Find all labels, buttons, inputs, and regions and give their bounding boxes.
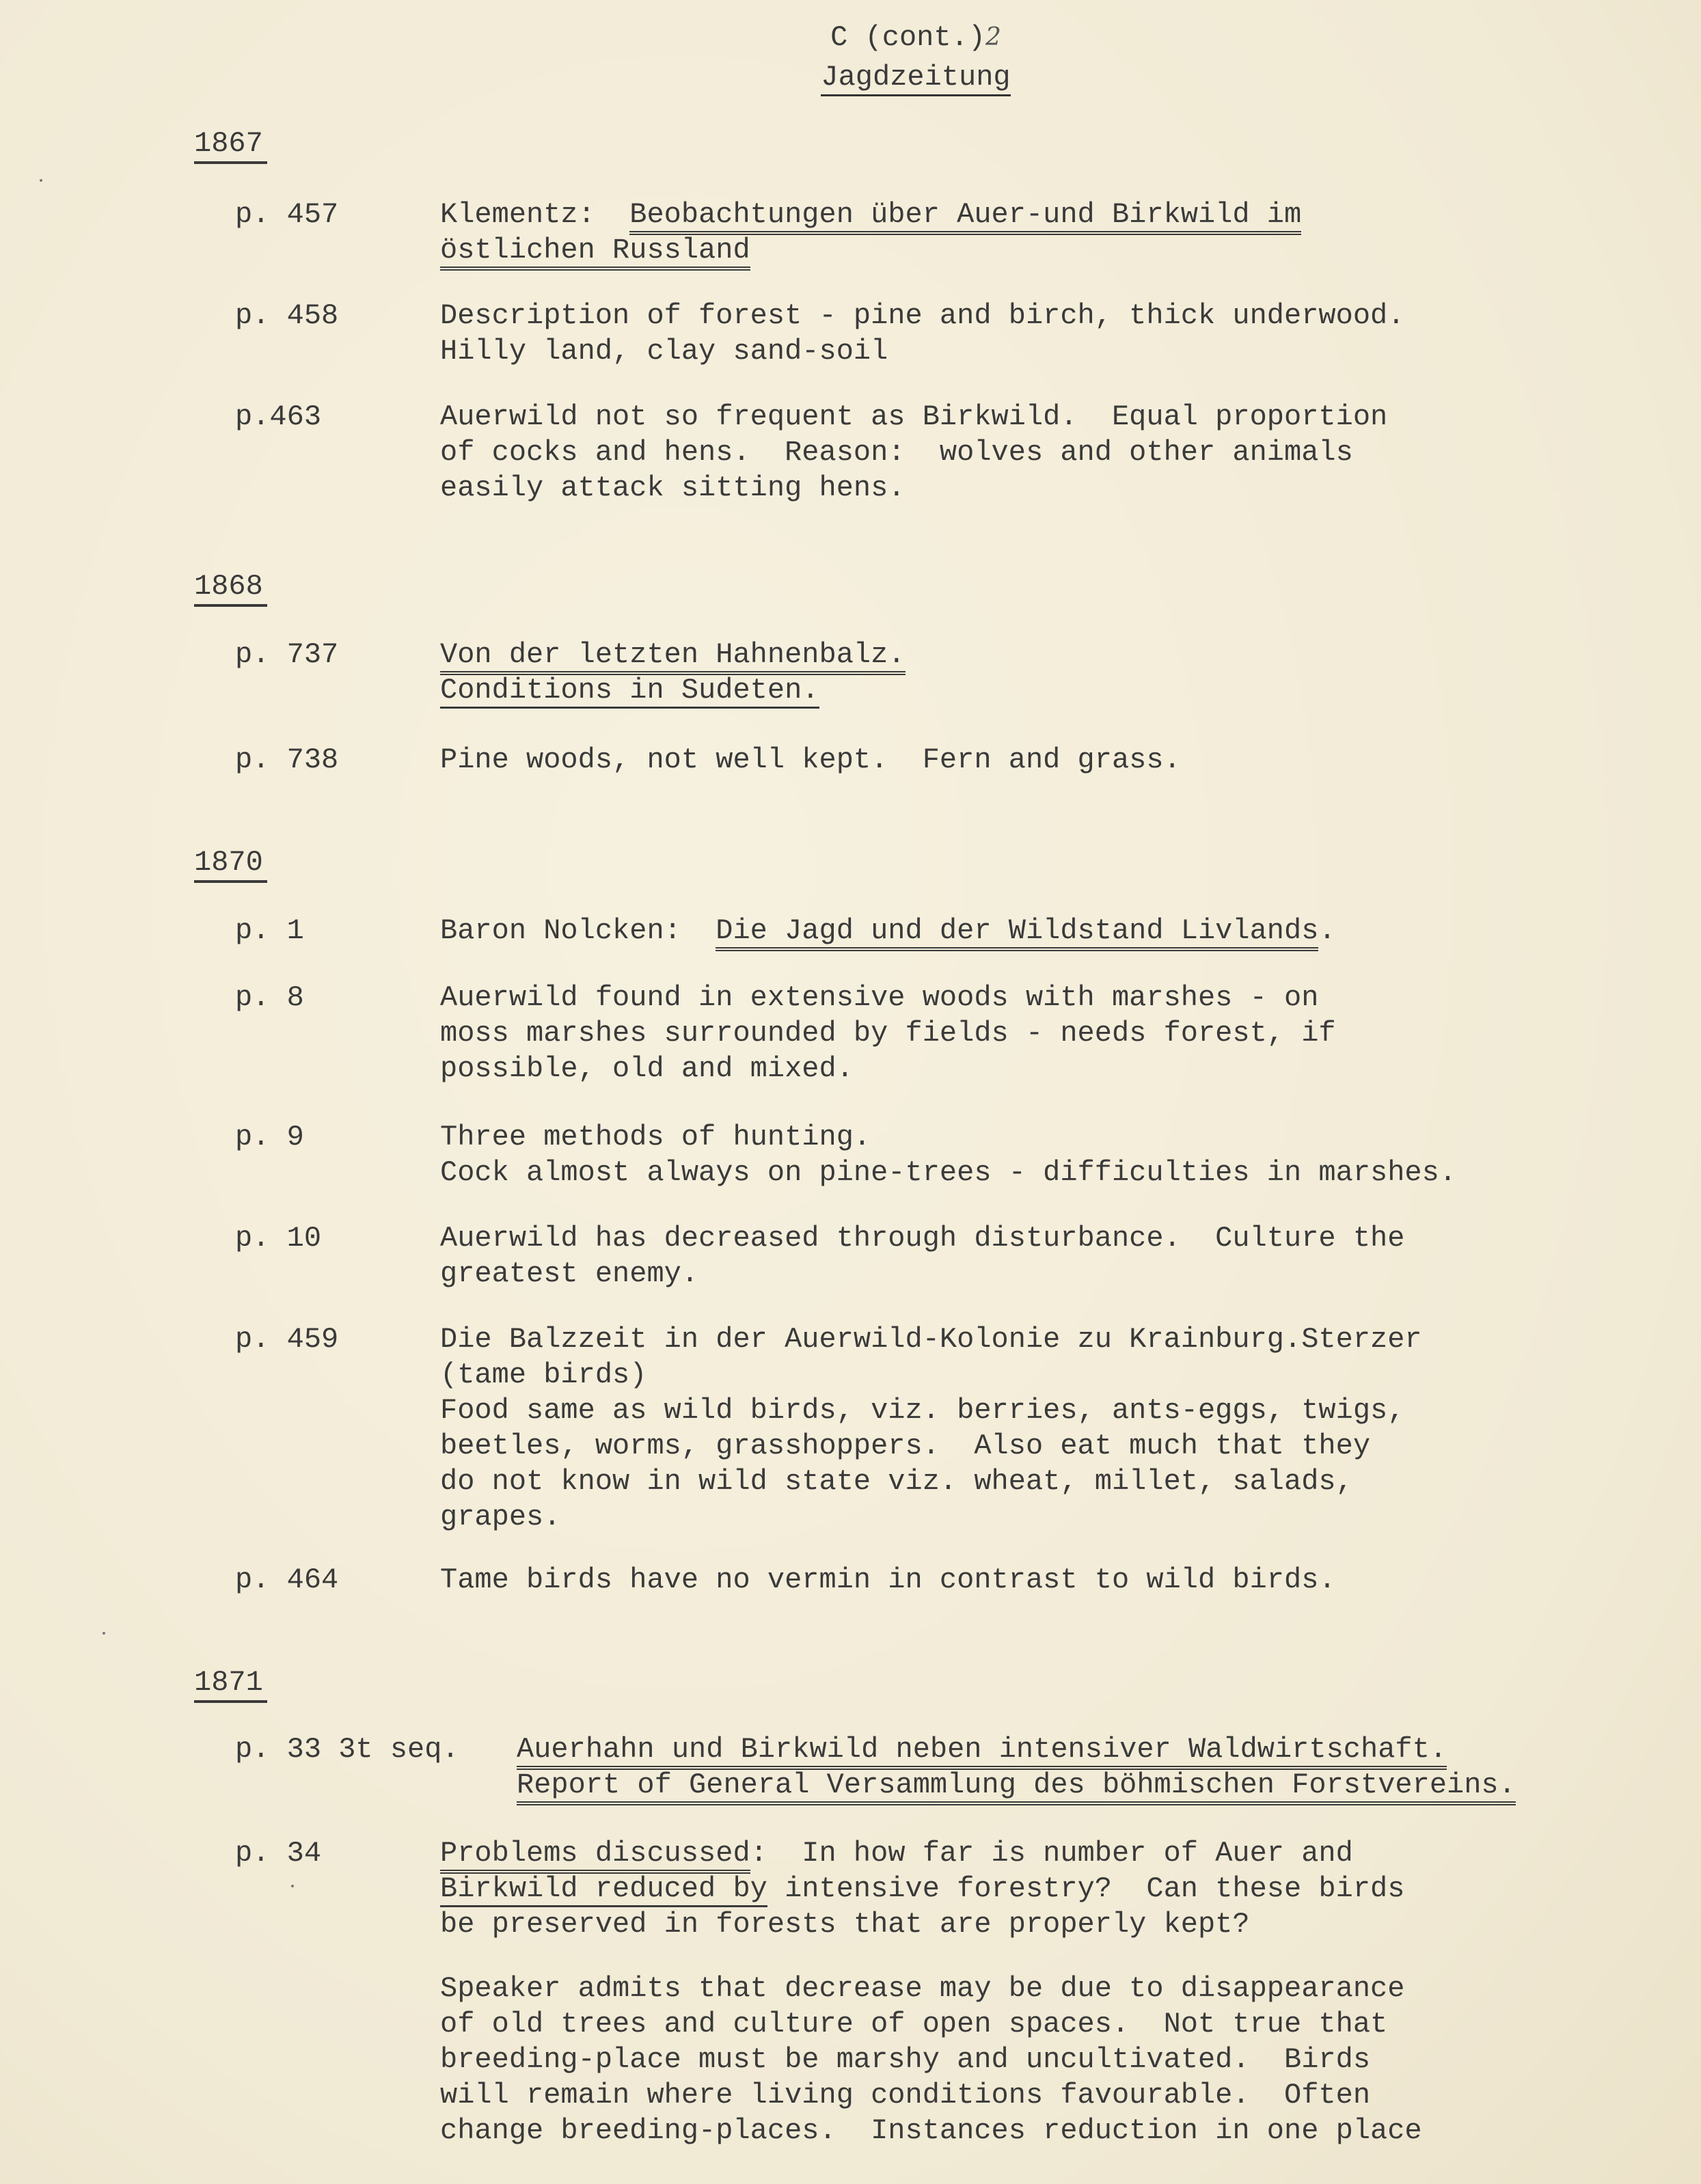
entry-text: Auerwild has decreased through disturbance. Culture the greatest enemy. (440, 1222, 1405, 1290)
author: Klementz: (440, 198, 630, 231)
entry-text: Baron Nolcken: Die Jagd und der Wildstand Livlands. (440, 913, 1684, 948)
article-title: Beobachtungen über Auer-und Birkwild im (629, 198, 1301, 235)
page-ref: p. 457 (235, 198, 339, 231)
author: Baron Nolcken: (440, 914, 716, 947)
header-title: Jagdzeitung (821, 60, 1010, 96)
entry-text: Three methods of hunting. Cock almost always on pine-trees - difficulties in marshes. (440, 1121, 1457, 1189)
page-ref: p. 9 (235, 1121, 304, 1154)
page-ref: p.463 (235, 400, 322, 433)
entry-text (440, 637, 1684, 708)
article-subtitle: Conditions in Sudeten. (440, 674, 819, 709)
article-subtitle: Report of General Versammlung des böhmischen Forstvereins. (517, 1769, 1516, 1805)
entry-text: Auerwild found in extensive woods with marshes - on moss marshes surrounded by fields - needs forest, if possible, old and mixed. (440, 981, 1336, 1085)
entry-text: Auerwild not so frequent as Birkwild. Equal proportion of cocks and hens. Reason: wolves and other animals easily attack sitting hens. (440, 400, 1388, 504)
year-heading-1868: 1868 (194, 569, 267, 607)
header-section-label: C (cont.) (830, 21, 985, 54)
page-ref: p. 10 (235, 1222, 322, 1255)
page-ref: p. 738 (235, 743, 339, 776)
paper-speck (103, 1632, 105, 1635)
page-ref: p. 8 (235, 981, 304, 1014)
page-ref: p. 459 (235, 1323, 339, 1356)
page-ref: p. 1 (235, 914, 304, 947)
entry-text: Tame birds have no vermin in contrast to wild birds. (440, 1564, 1336, 1596)
year-heading-1871: 1871 (194, 1665, 267, 1703)
entry-text (517, 1732, 1692, 1803)
year-heading-1870: 1870 (194, 845, 267, 883)
entry-text: Problems discussed: In how far is number of Auer and Birkwild reduced by intensive forestry? Can these birds be preserved in forests that are properly kept? (440, 1837, 1405, 1941)
entry-text: Description of forest - pine and birch, thick underwood. Hilly land, clay sand-soil (440, 299, 1405, 368)
page-header (724, 18, 1107, 97)
entry-text: Die Balzzeit in der Auerwild-Kolonie zu Krainburg.Sterzer (tame birds) Food same as wild birds, viz. berries, ants-eggs, twigs, beetles, worms, grasshoppers. Also eat much that they do not know in wild state viz. wheat, millet, salads, grapes. (440, 1323, 1422, 1533)
paper-speck (291, 1885, 294, 1887)
paper-speck (40, 179, 42, 182)
page-ref: p. 458 (235, 299, 339, 332)
problems-label: Problems discussed (440, 1837, 750, 1874)
entry-text: Speaker admits that decrease may be due to disappearance of old trees and culture of open spaces. Not true that breeding-place must be marshy and uncultivated. Birds will remain where living conditions favourable. Often change breeding-places. Instances reduction in one place (440, 1972, 1422, 2147)
article-title-cont: östlichen Russland (440, 234, 750, 271)
entry-text: Pine woods, not well kept. Fern and grass. (440, 743, 1181, 776)
article-title: Von der letzten Hahnenbalz. (440, 638, 906, 675)
page-ref: p. 33 3t seq. (235, 1733, 459, 1766)
page-ref: p. 464 (235, 1564, 339, 1596)
article-title: Die Jagd und der Wildstand Livlands (716, 914, 1318, 951)
entry-text (440, 197, 1684, 268)
year-heading-1867: 1867 (194, 126, 267, 164)
page-ref: p. 737 (235, 638, 339, 671)
page-ref: p. 34 (235, 1837, 322, 1870)
handwritten-page-number: 2 (985, 23, 1001, 51)
article-title: Auerhahn und Birkwild neben intensiver Waldwirtschaft. (517, 1733, 1447, 1770)
